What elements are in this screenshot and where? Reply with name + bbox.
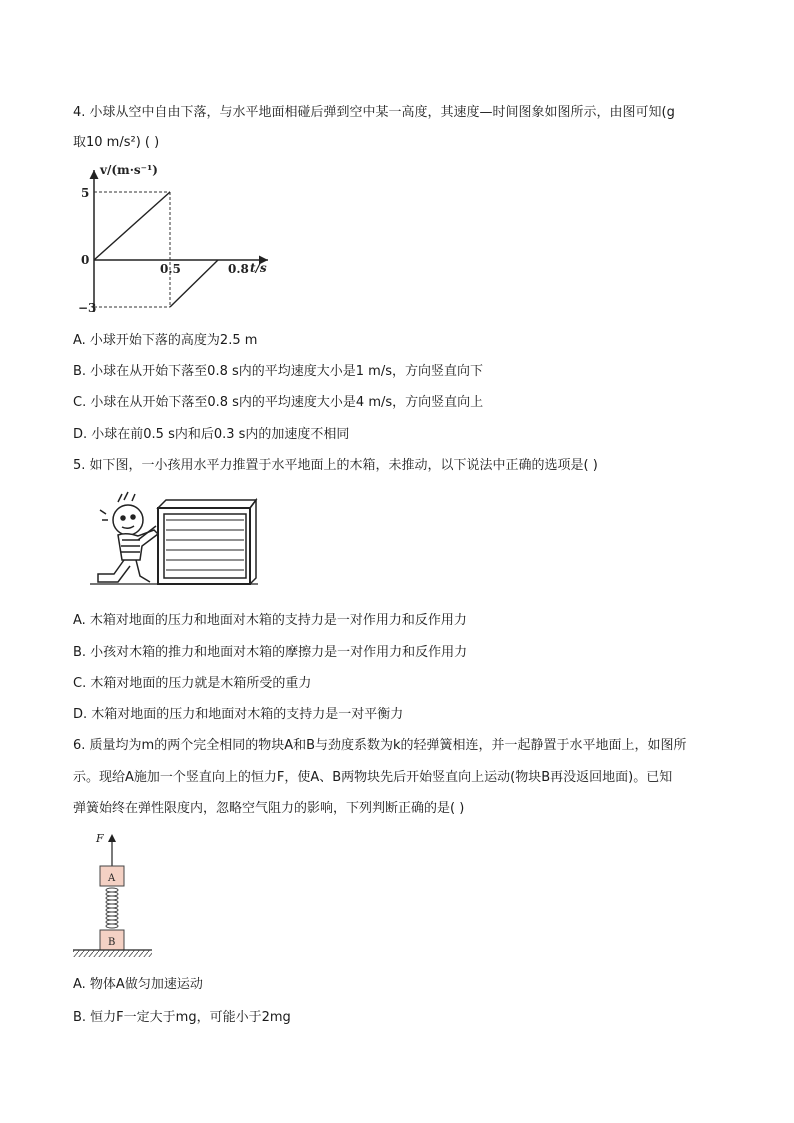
q6-option-b: B. 恒力F一定大于mg，可能小于2mg (73, 1010, 291, 1025)
q6-stem-line1: 6. 质量均为m的两个完全相同的物块A和B与劲度系数为k的轻弹簧相连，并一起静置于水平地面上，如图所 (73, 738, 687, 753)
spring-blocks-figure (68, 826, 158, 962)
q5-stem: 5. 如下图，一小孩用水平力推置于水平地面上的木箱，未推动，以下说法中正确的选项是( ) (73, 458, 598, 473)
q4-option-a: A. 小球开始下落的高度为2.5 m (73, 333, 258, 348)
velocity-time-graph (78, 160, 288, 320)
q4-stem-line2: 取10 m/s²) ( ) (73, 135, 160, 150)
q4-option-c: C. 小球在从开始下落至0.8 s内的平均速度大小是4 m/s，方向竖直向上 (73, 395, 484, 410)
q5-option-c: C. 木箱对地面的压力就是木箱所受的重力 (73, 676, 312, 691)
q5-option-a: A. 木箱对地面的压力和地面对木箱的支持力是一对作用力和反作用力 (73, 613, 467, 628)
block-a-label: A (108, 873, 116, 884)
tick-t-05: 0.5 (160, 262, 181, 276)
q4-option-b: B. 小球在从开始下落至0.8 s内的平均速度大小是1 m/s，方向竖直向下 (73, 364, 483, 379)
q6-stem-line2: 示。现给A施加一个竖直向上的恒力F，使A、B两物块先后开始竖直向上运动(物块B再没返回地面)。已知 (73, 770, 673, 785)
q6-option-a: A. 物体A做匀加速运动 (73, 977, 203, 992)
tick-v-0: 0 (81, 253, 90, 267)
q6-stem-line3: 弹簧始终在弹性限度内，忽略空气阻力的影响，下列判断正确的是( ) (73, 801, 465, 816)
q4-option-d: D. 小球在前0.5 s内和后0.3 s内的加速度不相同 (73, 427, 350, 442)
tick-v-5: 5 (81, 186, 90, 200)
child-pushing-crate-illustration (88, 490, 263, 590)
q4-stem-line1: 4. 小球从空中自由下落，与水平地面相碰后弹到空中某一高度，其速度—时间图象如图所示，由图可知(g (73, 105, 675, 120)
ground-hatch (73, 950, 152, 957)
fall-segment (94, 192, 170, 260)
q5-option-b: B. 小孩对木箱的推力和地面对木箱的摩擦力是一对作用力和反作用力 (73, 645, 468, 660)
force-label: F (96, 832, 104, 845)
crate (158, 500, 256, 584)
v-axis-label: v/(m·s⁻¹) (100, 163, 158, 177)
spring (106, 888, 118, 928)
t-axis-label: t/s (250, 261, 267, 275)
tick-v-neg3: −3 (78, 301, 97, 315)
block-b-label: B (108, 937, 116, 948)
tick-t-08: 0.8 (228, 262, 249, 276)
q5-option-d: D. 木箱对地面的压力和地面对木箱的支持力是一对平衡力 (73, 707, 404, 722)
child (98, 492, 158, 582)
